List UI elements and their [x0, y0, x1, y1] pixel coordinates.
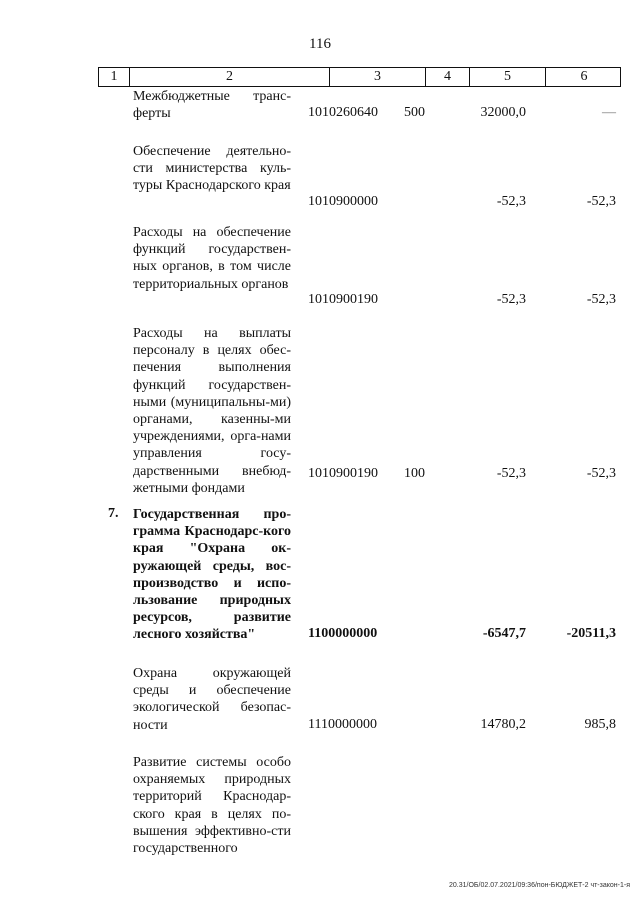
row-kind: 500: [404, 105, 425, 120]
row-code: 1010260640: [308, 105, 378, 120]
row-value-6: -52,3: [586, 466, 616, 481]
row-description: Государственная про-грамма Краснодарс-кого края "Охрана ок-ружающей среды, вос-производство и испо-льзование природных ресурсов, развитие лесного хозяйства": [133, 507, 291, 643]
row-value-5: -52,3: [496, 194, 526, 209]
row-value-6: -20511,3: [566, 626, 616, 641]
header-col-5: 5: [469, 68, 545, 86]
row-description: Развитие системы особо охраняемых природных территорий Краснодар-ского края в целях по-вышения эффективно-сти государственного: [133, 755, 291, 857]
row-kind: 100: [404, 466, 425, 481]
row-value-5: 32000,0: [480, 105, 526, 120]
row-description: Обеспечение деятельно-сти министерства куль-туры Краснодарского края: [133, 144, 291, 194]
page-number: 116: [309, 36, 331, 52]
row-number: 7.: [108, 506, 119, 521]
row-value-6: -52,3: [586, 194, 616, 209]
header-col-2: 2: [129, 68, 329, 86]
row-code: 1010900190: [308, 466, 378, 481]
row-code: 1010900190: [308, 292, 378, 307]
row-value-6: —: [602, 105, 616, 120]
table-header-row: [98, 67, 621, 87]
row-value-6: 985,8: [584, 717, 616, 732]
row-value-5: 14780,2: [480, 717, 526, 732]
header-col-6: 6: [545, 68, 622, 86]
row-value-5: -52,3: [496, 466, 526, 481]
row-code: 1100000000: [308, 626, 378, 641]
row-code: 1110000000: [308, 717, 377, 732]
row-value-5: -6547,7: [482, 626, 526, 641]
header-col-4: 4: [425, 68, 469, 86]
row-description: Расходы на обеспечение функций государствен-ных органов, в том числе территориальных органов: [133, 225, 291, 292]
header-col-3: 3: [329, 68, 425, 86]
row-code: 1010900000: [308, 194, 378, 209]
footer-stamp: 20.31/ОБ/02.07.2021/09:36/пон-БЮДЖЕТ-2 чт-закон-1-я: [449, 882, 630, 889]
row-value-5: -52,3: [496, 292, 526, 307]
row-description: Межбюджетные транс-ферты: [133, 89, 291, 122]
header-col-1: 1: [110, 69, 118, 84]
row-description: Расходы на выплаты персоналу в целях обес-печения выполнения функций государствен-ными (муниципальны-ми) органами, казенны-ми учреждениями, орга-нами управления госу-дарственными внебюд-жетными фондами: [133, 326, 291, 496]
row-description: Охрана окружающей среды и обеспечение экологической безопас-ности: [133, 666, 291, 733]
row-value-6: -52,3: [586, 292, 616, 307]
